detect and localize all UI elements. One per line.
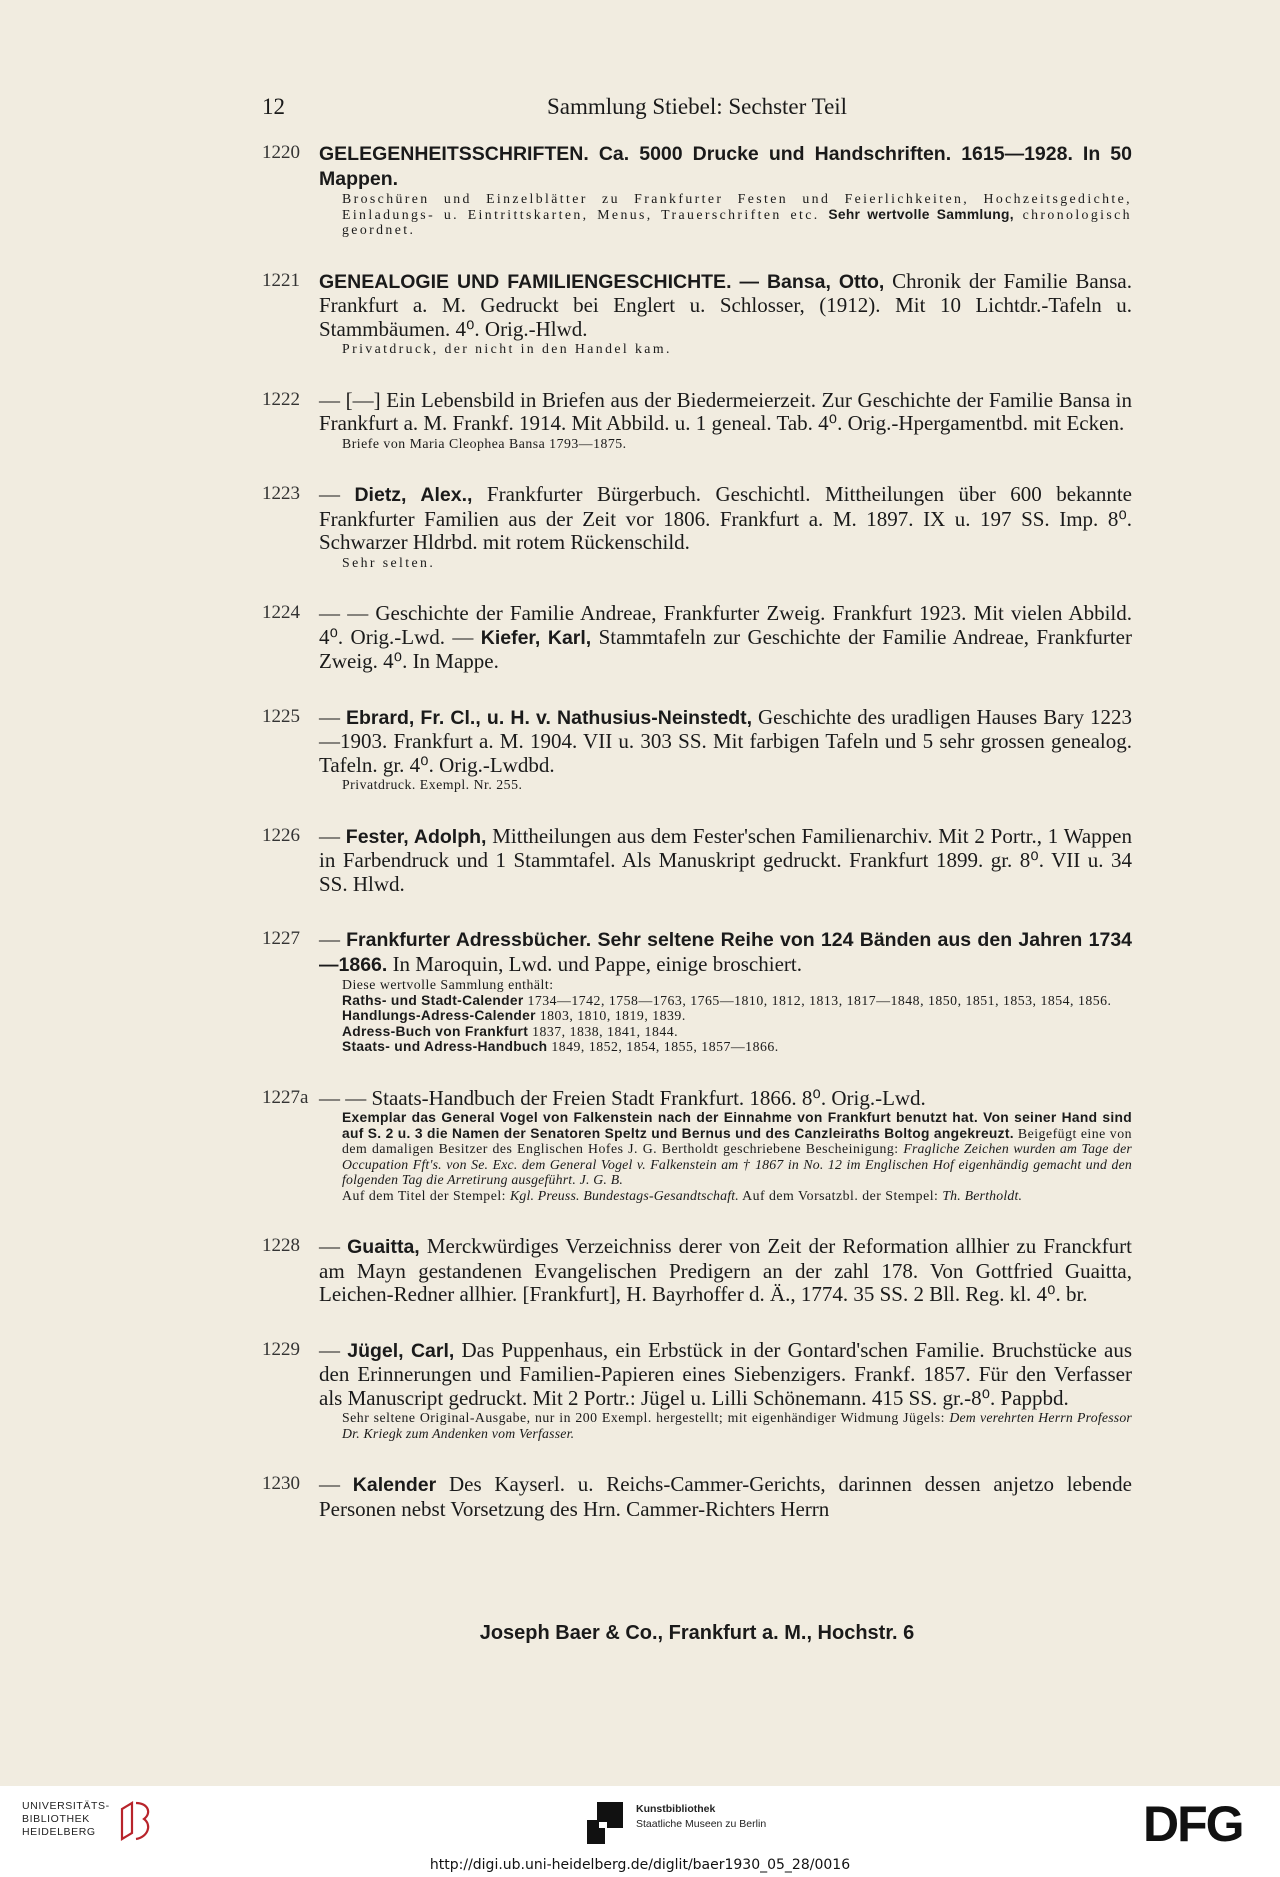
catalogue-entry bbox=[262, 825, 1132, 897]
list-item: Handlungs-Adress-Calender 1803, 1810, 1819, 1839. bbox=[342, 1008, 686, 1023]
entry-number: 1221 bbox=[262, 269, 300, 291]
entry-number: 1227 bbox=[262, 928, 300, 949]
bottom-logo-bar bbox=[0, 1786, 1280, 1858]
university-library-mark-icon bbox=[118, 1799, 154, 1843]
entry-number: 1227a bbox=[262, 1086, 309, 1108]
catalogue-entry bbox=[262, 1087, 1132, 1204]
catalogue-entry bbox=[262, 1339, 1132, 1442]
entry-number: 1225 bbox=[262, 705, 300, 727]
entry-note: Briefe von Maria Cleophea Bansa 1793—1875. bbox=[342, 435, 627, 451]
catalogue-entry bbox=[262, 270, 1132, 357]
kunstbibliothek-label: Kunstbibliothek Staatliche Museen zu Berlin bbox=[636, 1803, 767, 1830]
dfg-logo[interactable]: DFG bbox=[1143, 1796, 1243, 1852]
entry-text: GENEALOGIE UND FAMILIENGESCHICHTE. — Bansa, Otto, Chronik der Familie Bansa. Frankfurt a. M. Gedruckt bei Englert u. Schlosser, (1912). Mit 10 Lichtdr.-Tafeln u. Stammbäumen. 4⁰. Orig.-Hlwd. bbox=[319, 268, 1132, 341]
catalogue-entry bbox=[262, 928, 1132, 1055]
entry-note: Privatdruck. Exempl. Nr. 255. bbox=[342, 777, 523, 792]
entry-note: Sehr selten. bbox=[342, 554, 436, 570]
entry-number: 1226 bbox=[262, 824, 300, 846]
entry-author: Kalender bbox=[352, 1474, 437, 1496]
running-title: Sammlung Stiebel: Sechster Teil bbox=[546, 94, 848, 119]
source-url[interactable]: http://digi.ub.uni-heidelberg.de/diglit/baer1930_05_28/0016 bbox=[0, 1857, 1280, 1877]
entry-number: 1220 bbox=[262, 142, 300, 163]
entry-text: — — Geschichte der Familie Andreae, Frankfurter Zweig. Frankfurt 1923. Mit vielen Abbild. 4⁰. Orig.-Lwd. — Kiefer, Karl, Stammtafeln zur Geschichte der Familie Andreae, Frankfurter Zweig. 4⁰. In Mappe. bbox=[319, 601, 1132, 673]
entry-note: Diese wertvolle Sammlung enthält: Raths- und Stadt-Calender 1734—1742, 1758—1763, 1765—1810, 1812, 1813, 1817—1848, 1850, 1851, 1853, 1854, 1856. Handlungs-Adress-Calender 1803, 1810, 1819, 1839. Adress-Buch von Frankfurt 1837, 1838, 1841, 1844. Staats- und Adress-Handbuch 1849, 1852, 1854, 1855, 1857—1866. bbox=[342, 977, 1132, 1055]
entry-text: — — Staats-Handbuch der Freien Stadt Frankfurt. 1866. 8⁰. Orig.-Lwd. bbox=[319, 1085, 926, 1110]
publisher-line: Joseph Baer & Co., Frankfurt a. M., Hochstr. 6 bbox=[479, 1622, 915, 1644]
entry-text: — Guaitta, Merckwürdiges Verzeichniss derer von Zeit der Reformation allhier zu Franckfurt am Mayn gestandenen Evangelischen Predigern an der zahl 178. Von Gottfried Guaitta, Leichen-Redner allhier. [Frankfurt], H. Bayrhoffer d. Ä., 1774. 35 SS. 2 Bll. Reg. kl. 4⁰. br. bbox=[319, 1234, 1132, 1306]
entry-heading: Frankfurter Adressbücher. Sehr seltene Reihe von 124 Bänden aus den Jahren 1734—1866. bbox=[319, 929, 1133, 976]
entry-text: — Fester, Adolph, Mittheilungen aus dem Fester'schen Familienarchiv. Mit 2 Portr., 1 Wappen in Farbendruck und 1 Stammtafel. Als Manuskript gedruckt. Frankfurt 1899. gr. 8⁰. VII u. 34 SS. Hlwd. bbox=[319, 823, 1132, 896]
catalogue-entry bbox=[262, 1235, 1132, 1307]
entry-author: Fester, Adolph, bbox=[345, 825, 487, 848]
entry-number: 1228 bbox=[262, 1235, 300, 1256]
list-item: Staats- und Adress-Handbuch 1849, 1852, 1854, 1855, 1857—1866. bbox=[342, 1039, 779, 1054]
catalogue-entry bbox=[262, 706, 1132, 793]
entry-text: — [—] Ein Lebensbild in Briefen aus der Biedermeierzeit. Zur Geschichte der Familie Bansa in Frankfurt a. M. Frankf. 1914. Mit Abbild. u. 1 geneal. Tab. 4⁰. Orig.-Hpergamentbd. mit Ecken. bbox=[319, 387, 1132, 435]
entry-text: — Dietz, Alex., Frankfurter Bürgerbuch. Geschichtl. Mittheilungen über 600 bekannte Frankfurter Familien aus der Zeit vor 1806. Frankfurt a. M. 1897. IX u. 197 SS. Imp. 8⁰. Schwarzer Hldrbd. mit rotem Rückenschild. bbox=[319, 482, 1132, 554]
entry-number: 1224 bbox=[262, 602, 300, 623]
entry-number: 1223 bbox=[262, 483, 300, 504]
entry-heading: GELEGENHEITSSCHRIFTEN. Ca. 5000 Drucke und Handschriften. 1615—1928. In 50 Mappen. bbox=[319, 143, 1132, 190]
entry-text: — Frankfurter Adressbücher. Sehr seltene Reihe von 124 Bänden aus den Jahren 1734—1866. In Maroquin, Lwd. und Pappe, einige broschiert. bbox=[319, 927, 1133, 976]
entry-author: Guaitta, bbox=[347, 1236, 420, 1258]
catalogue-entry bbox=[262, 142, 1132, 238]
entry-text: — Jügel, Carl, Das Puppenhaus, ein Erbstück in der Gontard'schen Familie. Bruchstücke aus den Erinnerungen und Familien-Papieren eines Siebenzigers. Frankf. 1857. Für den Verfasser als Manuscript gedruckt. Mit 2 Portr.: Jügel u. Lilli Schönemann. 415 SS. gr.-8⁰. Pappbd. bbox=[319, 1337, 1133, 1410]
university-library-logo[interactable]: UNIVERSITÄTS- BIBLIOTHEK HEIDELBERG bbox=[22, 1800, 110, 1838]
entry-note: Privatdruck, der nicht in den Handel kam. bbox=[342, 341, 672, 356]
catalogue-entry bbox=[262, 602, 1132, 674]
entry-number: 1222 bbox=[262, 388, 300, 410]
catalogue-entry bbox=[262, 389, 1132, 452]
kunstbibliothek-logo-icon[interactable] bbox=[587, 1802, 623, 1844]
entry-number: 1229 bbox=[262, 1338, 300, 1360]
entry-note: Auf dem Titel der Stempel: Kgl. Preuss. Bundestags-Gesandtschaft. Auf dem Vorsatzbl. der Stempel: Th. Bertholdt. bbox=[342, 1187, 1023, 1203]
entry-note: Broschüren und Einzelblätter zu Frankfurter Festen und Feierlichkeiten, Hochzeitsgedichte, Einladungs- u. Eintrittskarten, Menus, Trauerschriften etc. Sehr wertvolle Sammlung, chronologisch geordnet. bbox=[342, 191, 1132, 237]
catalogue-entry bbox=[262, 1473, 1132, 1521]
entry-note: Sehr seltene Original-Ausgabe, nur in 200 Exempl. hergestellt; mit eigenhändiger Widmung Jügels: Dem verehrten Herrn Professor Dr. Kriegk zum Andenken vom Verfasser. bbox=[342, 1410, 1132, 1441]
entry-author: Ebrard, Fr. Cl., u. H. v. Nathusius-Neinstedt, bbox=[346, 706, 753, 729]
entry-heading: GENEALOGIE UND FAMILIENGESCHICHTE. — Bansa, Otto, bbox=[319, 270, 885, 293]
entry-author: Kiefer, Karl, bbox=[480, 626, 592, 649]
entry-number: 1230 bbox=[262, 1473, 300, 1494]
entry-text: — Ebrard, Fr. Cl., u. H. v. Nathusius-Neinstedt, Geschichte des uradligen Hauses Bary 1223—1903. Frankfurt a. M. 1904. VII u. 303 SS. Mit farbigen Tafeln und 5 sehr grossen genealog. Tafeln. gr. 4⁰. Orig.-Lwdbd. bbox=[319, 704, 1133, 777]
entry-author: Dietz, Alex., bbox=[354, 484, 473, 506]
entry-text bbox=[319, 142, 1132, 191]
page-number: 12 bbox=[262, 94, 285, 119]
list-item: Adress-Buch von Frankfurt 1837, 1838, 1841, 1844. bbox=[342, 1023, 679, 1039]
catalogue-entries bbox=[262, 142, 1132, 1553]
list-item: Raths- und Stadt-Calender 1734—1742, 1758—1763, 1765—1810, 1812, 1813, 1817—1848, 1850, 1851, 1853, 1854, 1856. bbox=[342, 992, 1112, 1008]
catalogue-entry bbox=[262, 483, 1132, 570]
entry-author: Jügel, Carl, bbox=[347, 1339, 455, 1362]
entry-note: Exemplar das General Vogel von Falkenstein nach der Einnahme von Frankfurt benutzt hat. Von seiner Hand sind auf S. 2 u. 3 die Namen der Senatoren Speltz und Bernus und des Canzleiraths Boltog angekreuzt. Beigefügt eine von dem damaligen Besitzer des Englischen Hofes J. G. Bertholdt geschriebene Bescheinigung: Fragliche Zeichen wurden am Tage der Occupation Fft's. von Se. Exc. dem General Vogel v. Falkenstein am † 1867 in No. 12 im Englischen Hof eigenhändig gemacht und den folgenden Tag die Arretirung ausgeführt. J. G. B. bbox=[342, 1110, 1132, 1187]
entry-text: — Kalender Des Kayserl. u. Reichs-Cammer-Gerichts, darinnen dessen anjetzo lebende Personen nebst Vorsetzung des Hrn. Cammer-Richters Herrn bbox=[319, 1472, 1133, 1521]
